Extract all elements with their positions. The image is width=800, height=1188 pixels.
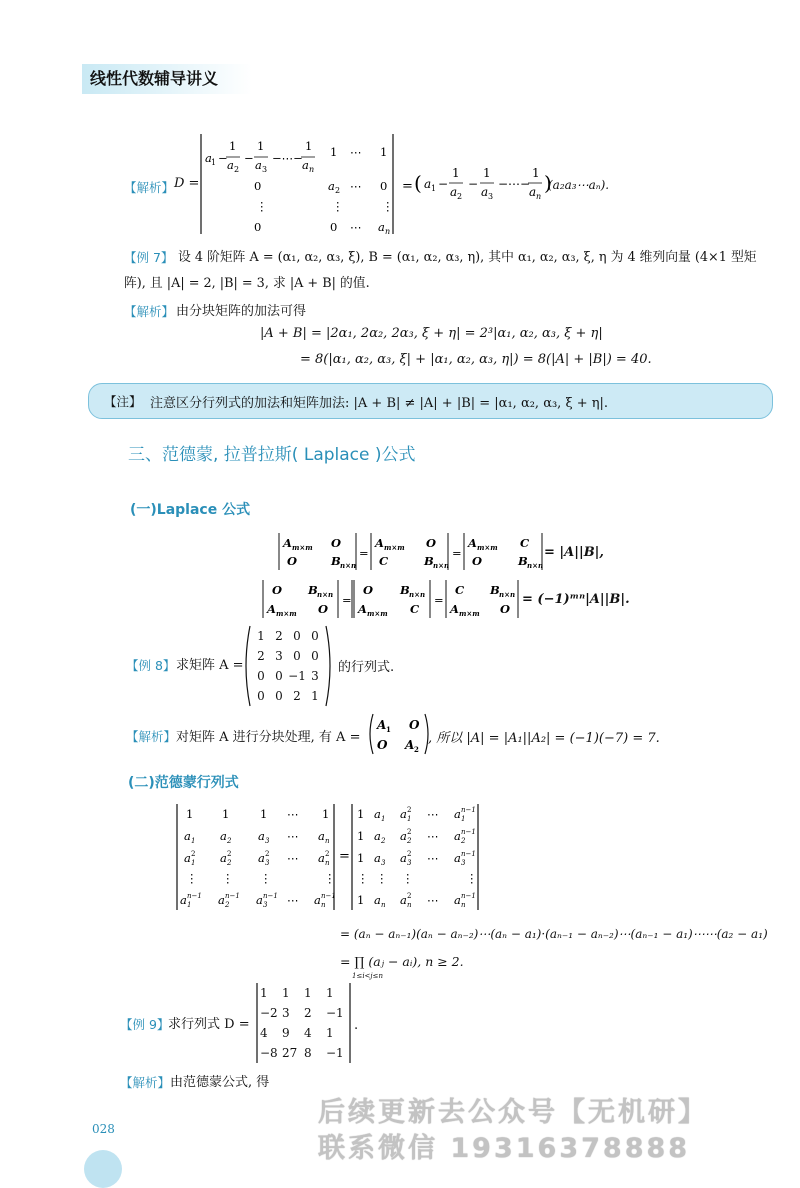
svg-text:a: a <box>227 158 234 172</box>
svg-text:2: 2 <box>335 186 341 195</box>
svg-text:−: − <box>244 151 254 165</box>
svg-text:1: 1 <box>380 145 388 159</box>
note-label: 【注】 <box>104 394 142 409</box>
svg-text:n−1: n−1 <box>263 892 278 900</box>
svg-text:⋮: ⋮ <box>260 871 272 885</box>
svg-text:1: 1 <box>431 184 437 193</box>
svg-text:O: O <box>363 583 374 597</box>
svg-text:n−1: n−1 <box>321 892 336 900</box>
svg-text:1: 1 <box>357 893 365 907</box>
matrix-cell: −1 <box>326 1046 344 1060</box>
example9-prefix: 求行列式 D = <box>168 1017 250 1032</box>
solution3-text1: 对矩阵 A 进行分块处理, 有 A = <box>176 730 361 745</box>
matrix-cell: −1 <box>326 1006 344 1020</box>
corner-decoration <box>84 1150 122 1188</box>
matrix-cell: 0 <box>293 629 301 643</box>
matrix-cell: 3 <box>311 669 319 683</box>
svg-text:1: 1 <box>532 166 540 180</box>
svg-text:1: 1 <box>187 901 192 909</box>
svg-text:a: a <box>529 185 537 199</box>
laplace-formula2-svg <box>260 578 520 622</box>
example8-matrix <box>242 624 334 708</box>
svg-text:3: 3 <box>461 859 466 867</box>
svg-text:3: 3 <box>381 859 386 867</box>
matrix-cell: 4 <box>304 1026 312 1040</box>
svg-text:n: n <box>325 859 330 867</box>
svg-text:2: 2 <box>191 850 196 858</box>
svg-text:m×m: m×m <box>477 543 498 552</box>
svg-text:1: 1 <box>305 139 313 153</box>
example7-line2: 阵), 且 |A| = 2, |B| = 3, 求 |A + B| 的值. <box>124 276 370 291</box>
svg-text:⋯: ⋯ <box>350 145 362 159</box>
svg-text:n: n <box>381 901 386 909</box>
svg-text:⋮: ⋮ <box>376 871 388 885</box>
matrix-cell: 0 <box>275 689 283 703</box>
svg-text:3: 3 <box>265 859 270 867</box>
svg-text:a: a <box>255 158 262 172</box>
svg-text:a: a <box>374 893 381 907</box>
svg-text:n×n: n×n <box>317 590 334 599</box>
svg-text:a: a <box>454 893 461 907</box>
page-header-title: 线性代数辅导讲义 <box>90 69 219 88</box>
svg-text:3: 3 <box>263 901 268 909</box>
matrix-cell: 9 <box>282 1026 290 1040</box>
svg-text:a: a <box>302 158 309 172</box>
svg-text:1: 1 <box>483 166 491 180</box>
svg-text:a: a <box>400 851 407 865</box>
block-matrix-svg <box>367 712 431 756</box>
svg-text:1: 1 <box>381 815 386 823</box>
matrix-cell: 2 <box>275 629 283 643</box>
svg-text:m×m: m×m <box>459 609 480 618</box>
svg-text:2: 2 <box>407 828 412 836</box>
matrix-cell: 1 <box>257 629 265 643</box>
svg-text:B: B <box>518 554 528 568</box>
solution-label: 【解析】 <box>124 304 175 319</box>
svg-text:0: 0 <box>254 220 262 234</box>
matrix-cell: 1 <box>326 986 334 1000</box>
subsection-heading-vandermonde: (二)范德蒙行列式 <box>128 775 239 791</box>
svg-text:2: 2 <box>227 837 232 845</box>
example8-label: 【例 8】 <box>126 658 176 673</box>
svg-text:a: a <box>400 829 407 843</box>
svg-text:n×n: n×n <box>409 590 426 599</box>
svg-text:a: a <box>318 851 325 865</box>
svg-text:O: O <box>500 602 511 616</box>
svg-text:(: ( <box>414 171 422 195</box>
svg-text:A: A <box>375 536 384 550</box>
svg-text:⋮: ⋮ <box>402 871 414 885</box>
subsection-heading-laplace: (一)Laplace 公式 <box>130 502 251 518</box>
svg-text:⋮: ⋮ <box>186 871 198 885</box>
svg-text:m×m: m×m <box>367 609 388 618</box>
svg-text:2: 2 <box>407 806 412 814</box>
svg-text:O: O <box>331 536 342 550</box>
svg-text:A: A <box>267 602 276 616</box>
svg-text:A: A <box>405 738 415 752</box>
svg-text:−: − <box>438 177 449 191</box>
solution4-text: 由范德蒙公式, 得 <box>170 1075 270 1090</box>
svg-text:n−1: n−1 <box>225 892 240 900</box>
svg-text:a: a <box>454 807 461 821</box>
svg-text:1: 1 <box>357 807 365 821</box>
svg-text:1: 1 <box>211 158 217 167</box>
svg-text:a: a <box>481 185 489 199</box>
svg-text:0: 0 <box>330 220 338 234</box>
svg-text:=: = <box>359 546 369 560</box>
svg-text:1: 1 <box>191 859 196 867</box>
svg-text:C: C <box>410 602 420 616</box>
matrix-cell: 1 <box>260 986 268 1000</box>
svg-text:a: a <box>454 829 461 843</box>
svg-text:⋯: ⋯ <box>427 807 439 821</box>
determinant-grid <box>260 983 348 1063</box>
section-heading: 三、范德蒙, 拉普拉斯( Laplace )公式 <box>128 445 416 465</box>
matrix-row <box>252 666 324 686</box>
svg-text:n: n <box>536 192 542 201</box>
laplace-result1: = |A||B|, <box>544 545 604 560</box>
matrix-cell: 1 <box>326 1026 334 1040</box>
svg-text:⋯: ⋯ <box>427 851 439 865</box>
svg-text:0: 0 <box>254 179 262 193</box>
svg-text:a: a <box>374 807 381 821</box>
svg-text:=: = <box>402 179 413 194</box>
svg-text:2: 2 <box>407 892 412 900</box>
svg-text:−: − <box>468 177 479 191</box>
svg-text:): ) <box>544 171 552 195</box>
determinant-d-expansion-svg <box>412 160 552 210</box>
svg-text:2: 2 <box>381 837 386 845</box>
svg-text:O: O <box>272 583 283 597</box>
svg-text:1: 1 <box>257 139 265 153</box>
svg-text:−: − <box>218 151 228 165</box>
matrix-row <box>260 1043 348 1063</box>
svg-text:a: a <box>184 829 191 843</box>
svg-text:a: a <box>256 893 263 907</box>
svg-text:A: A <box>283 536 292 550</box>
svg-text:2: 2 <box>227 859 232 867</box>
svg-text:A: A <box>450 602 459 616</box>
svg-text:n: n <box>385 227 391 236</box>
svg-text:⋯: ⋯ <box>350 179 362 193</box>
svg-text:B: B <box>490 583 500 597</box>
example7-line1: 设 4 阶矩阵 A = (α₁, α₂, α₃, ξ), B = (α₁, α₂, α₃, η), 其中 α₁, α₂, α₃, ξ, η 为 4 维列向量 (4×1 型矩 <box>178 250 757 265</box>
svg-text:a: a <box>220 829 227 843</box>
svg-text:⋮: ⋮ <box>222 871 234 885</box>
svg-text:=: = <box>434 593 444 607</box>
svg-text:2: 2 <box>325 850 330 858</box>
svg-text:2: 2 <box>461 837 466 845</box>
svg-text:a: a <box>454 851 461 865</box>
svg-text:a: a <box>450 185 458 199</box>
example9-label: 【例 9】 <box>120 1017 170 1032</box>
svg-text:m×m: m×m <box>276 609 297 618</box>
svg-text:n×n: n×n <box>340 561 357 570</box>
svg-text:C: C <box>520 536 530 550</box>
note-text: 注意区分行列式的加法和矩阵加法: |A + B| ≠ |A| + |B| = |α₁, α₂, α₃, ξ + η|. <box>150 396 609 411</box>
matrix-cell: 1 <box>282 986 290 1000</box>
svg-text:⋮: ⋮ <box>357 871 369 885</box>
solution2-eq1: |A + B| = |2α₁, 2α₂, 2α₃, ξ + η| = 2³|α₁, α₂, α₃, ξ + η| <box>260 326 603 341</box>
svg-text:3: 3 <box>407 859 412 867</box>
svg-text:a: a <box>318 829 325 843</box>
matrix-cell: −8 <box>260 1046 278 1060</box>
svg-text:1: 1 <box>357 851 365 865</box>
svg-text:=: = <box>342 593 352 607</box>
svg-text:3: 3 <box>262 165 268 174</box>
example7-label: 【例 7】 <box>124 250 174 265</box>
svg-text:A: A <box>358 602 367 616</box>
watermark-line2: 联系微信 19316378888 <box>318 1133 691 1164</box>
svg-text:B: B <box>331 554 341 568</box>
svg-text:a: a <box>180 893 187 907</box>
svg-text:a: a <box>374 829 381 843</box>
example9-suffix: . <box>354 1018 359 1033</box>
svg-text:2: 2 <box>407 850 412 858</box>
svg-text:⋯: ⋯ <box>287 807 299 821</box>
svg-text:n×n: n×n <box>433 561 450 570</box>
matrix-cell: 2 <box>257 649 265 663</box>
solution2-eq2: = 8(|α₁, α₂, α₃, ξ| + |α₁, α₂, α₃, η|) = 8(|A| + |B|) = 40. <box>300 352 652 367</box>
matrix-cell: 0 <box>311 629 319 643</box>
vandermonde-product: = (aₙ − aₙ₋₁)(aₙ − aₙ₋₂)⋯(aₙ − a₁)·(aₙ₋₁ − aₙ₋₂)⋯(aₙ₋₁ − a₁)⋯⋯(a₂ − a₁) <box>340 927 768 941</box>
svg-text:2: 2 <box>407 837 412 845</box>
matrix-cell: 27 <box>282 1046 298 1060</box>
svg-text:O: O <box>287 554 298 568</box>
example9-determinant <box>254 981 354 1065</box>
matrix-row <box>252 686 324 706</box>
matrix-cell: 0 <box>311 649 319 663</box>
matrix-cell: 1 <box>304 986 312 1000</box>
svg-text:a: a <box>220 851 227 865</box>
svg-text:−⋯−: −⋯− <box>272 151 303 165</box>
svg-text:n×n: n×n <box>527 561 544 570</box>
solution1-lhs: D = <box>174 176 200 191</box>
svg-text:2: 2 <box>227 850 232 858</box>
matrix-cell: 0 <box>275 669 283 683</box>
svg-text:a: a <box>205 151 212 165</box>
matrix-cell: 0 <box>257 689 265 703</box>
matrix-cell: 2 <box>293 689 301 703</box>
svg-text:3: 3 <box>265 837 270 845</box>
matrix-cell: 2 <box>304 1006 312 1020</box>
svg-text:1: 1 <box>452 166 460 180</box>
solution-label: 【解析】 <box>126 729 177 744</box>
svg-text:a: a <box>400 893 407 907</box>
svg-text:⋯: ⋯ <box>287 851 299 865</box>
svg-text:⋯: ⋯ <box>427 829 439 843</box>
svg-text:0: 0 <box>380 179 388 193</box>
svg-text:n−1: n−1 <box>461 892 476 900</box>
svg-text:n: n <box>461 901 466 909</box>
svg-text:m×m: m×m <box>384 543 405 552</box>
svg-text:3: 3 <box>488 192 494 201</box>
svg-text:2: 2 <box>457 192 463 201</box>
svg-text:⋯: ⋯ <box>287 829 299 843</box>
matrix-cell: 8 <box>304 1046 312 1060</box>
svg-text:⋯: ⋯ <box>350 220 362 234</box>
svg-text:⋮: ⋮ <box>332 199 344 213</box>
svg-text:n−1: n−1 <box>187 892 202 900</box>
svg-text:1: 1 <box>407 815 412 823</box>
svg-text:1: 1 <box>357 829 365 843</box>
svg-text:1: 1 <box>330 145 338 159</box>
svg-text:O: O <box>409 718 420 732</box>
svg-text:a: a <box>184 851 191 865</box>
svg-text:1: 1 <box>260 807 268 821</box>
svg-text:1: 1 <box>461 815 466 823</box>
svg-text:=: = <box>339 849 350 864</box>
svg-text:a: a <box>258 829 265 843</box>
matrix-row <box>260 1023 348 1043</box>
svg-text:O: O <box>472 554 483 568</box>
svg-text:n: n <box>407 901 412 909</box>
matrix-row <box>260 1003 348 1023</box>
watermark-line1: 后续更新去公众号【无机研】 <box>318 1097 708 1128</box>
svg-text:a: a <box>314 893 321 907</box>
svg-text:C: C <box>379 554 389 568</box>
svg-text:⋮: ⋮ <box>466 871 478 885</box>
svg-text:1: 1 <box>191 837 196 845</box>
matrix-cell: 0 <box>293 649 301 663</box>
matrix-cell: −1 <box>288 669 306 683</box>
matrix-row <box>260 983 348 1003</box>
svg-text:B: B <box>400 583 410 597</box>
laplace-result2: = (−1)ᵐⁿ|A||B|. <box>522 592 630 607</box>
svg-text:O: O <box>318 602 329 616</box>
svg-text:1: 1 <box>186 807 194 821</box>
matrix-cell: 1 <box>311 689 319 703</box>
solution3-text2: , 所以 |A| = |A₁||A₂| = (−1)(−7) = 7. <box>428 731 660 746</box>
vandermonde-compact: = ∏ (aⱼ − aᵢ), n ≥ 2. <box>340 954 464 969</box>
svg-text:2: 2 <box>265 850 270 858</box>
svg-text:1: 1 <box>222 807 230 821</box>
svg-text:2: 2 <box>225 901 230 909</box>
vandermonde-index: 1≤i<j≤n <box>352 972 383 980</box>
determinant-d-svg <box>198 132 418 236</box>
svg-text:=: = <box>452 546 462 560</box>
svg-text:n−1: n−1 <box>461 806 476 814</box>
page-number: 028 <box>92 1122 115 1136</box>
matrix-cell: −2 <box>260 1006 278 1020</box>
svg-text:a: a <box>378 220 385 234</box>
svg-text:a: a <box>218 893 225 907</box>
svg-text:n: n <box>325 837 330 845</box>
svg-text:B: B <box>424 554 434 568</box>
svg-text:A: A <box>377 718 387 732</box>
solution-label: 【解析】 <box>124 180 175 195</box>
solution-label: 【解析】 <box>120 1075 171 1090</box>
svg-text:n−1: n−1 <box>461 850 476 858</box>
svg-text:a: a <box>400 807 407 821</box>
solution1-rhs: (a₂a₃⋯aₙ). <box>548 178 610 192</box>
svg-text:O: O <box>426 536 437 550</box>
svg-text:C: C <box>455 583 465 597</box>
svg-text:a: a <box>424 177 432 191</box>
svg-text:m×m: m×m <box>292 543 313 552</box>
svg-text:⋮: ⋮ <box>324 871 336 885</box>
matrix-cell: 0 <box>257 669 265 683</box>
svg-text:A: A <box>468 536 477 550</box>
matrix-cell: 3 <box>275 649 283 663</box>
vandermonde-svg <box>174 802 484 914</box>
example8-prefix: 求矩阵 A = <box>176 658 244 673</box>
svg-text:B: B <box>308 583 318 597</box>
matrix-cell: 3 <box>282 1006 290 1020</box>
svg-text:a: a <box>374 851 381 865</box>
svg-text:⋮: ⋮ <box>382 199 394 213</box>
svg-text:−⋯−: −⋯− <box>498 177 531 191</box>
svg-text:1: 1 <box>386 725 391 734</box>
matrix-cell: 4 <box>260 1026 268 1040</box>
svg-text:2: 2 <box>234 165 240 174</box>
matrix-row <box>252 646 324 666</box>
solution2-intro: 由分块矩阵的加法可得 <box>176 304 307 319</box>
svg-text:a: a <box>258 851 265 865</box>
svg-text:n: n <box>321 901 326 909</box>
svg-text:n−1: n−1 <box>461 828 476 836</box>
svg-text:n×n: n×n <box>499 590 516 599</box>
svg-text:2: 2 <box>414 745 419 754</box>
matrix-row <box>252 626 324 646</box>
example8-suffix: 的行列式. <box>338 660 395 675</box>
svg-text:⋯: ⋯ <box>427 893 439 907</box>
svg-text:n: n <box>309 165 315 174</box>
svg-text:O: O <box>377 738 388 752</box>
svg-text:a: a <box>328 179 335 193</box>
matrix-grid <box>252 626 324 706</box>
svg-text:⋮: ⋮ <box>256 199 268 213</box>
svg-text:1: 1 <box>322 807 330 821</box>
svg-text:⋯: ⋯ <box>287 893 299 907</box>
svg-text:1: 1 <box>229 139 237 153</box>
